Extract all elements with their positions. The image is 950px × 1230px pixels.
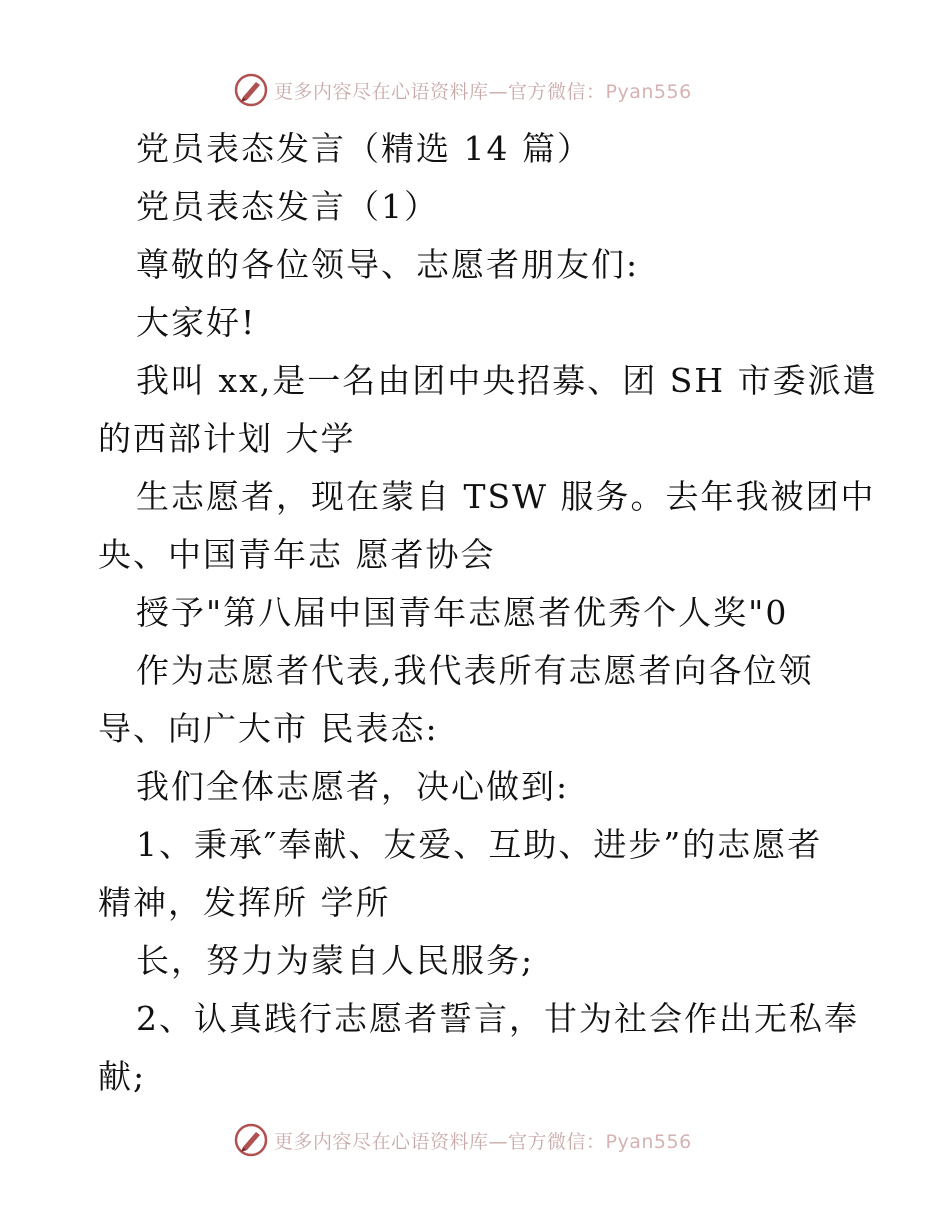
text-line: 的西部计划 大学 [98,419,356,458]
text-line: 1、秉承″奉献、友爱、互助、进步”的志愿者 [136,825,823,864]
text-line: 献; [98,1057,147,1096]
pen-logo-icon [234,73,268,107]
watermark-footer [234,1122,692,1158]
text-line: 党员表态发言（精选 14 篇） [136,129,592,168]
text-line: 长，努力为蒙自人民服务; [136,941,535,980]
watermark-header [234,72,692,108]
text-line: 精神，发挥所 学所 [98,883,391,922]
text-line: 党员表态发言（1） [136,187,439,226]
document-body [98,120,898,1106]
text-line: 我们全体志愿者，决心做到: [136,767,570,806]
text-line: 作为志愿者代表,我代表所有志愿者向各位领 [136,651,814,690]
text-line: 尊敬的各位领导、志愿者朋友们: [136,245,640,284]
watermark-text: 更多内容尽在心语资料库—官方微信：Pyan556 [274,1130,692,1153]
text-line: 2、认真践行志愿者誓言，甘为社会作出无私奉 [136,999,859,1038]
pen-logo-icon [234,1123,268,1157]
text-line: 我叫 xx,是一名由团中央招募、团 SH 市委派遣 [136,361,878,400]
text-line: 导、向广大市 民表态: [98,709,439,748]
text-line: 央、中国青年志 愿者协会 [98,535,496,574]
watermark-text: 更多内容尽在心语资料库—官方微信：Pyan556 [274,80,692,103]
text-line: 生志愿者，现在蒙自 TSW 服务。去年我被团中 [136,477,876,516]
text-line: 授予"第八届中国青年志愿者优秀个人奖"0 [136,593,789,632]
text-line: 大家好! [136,303,257,342]
